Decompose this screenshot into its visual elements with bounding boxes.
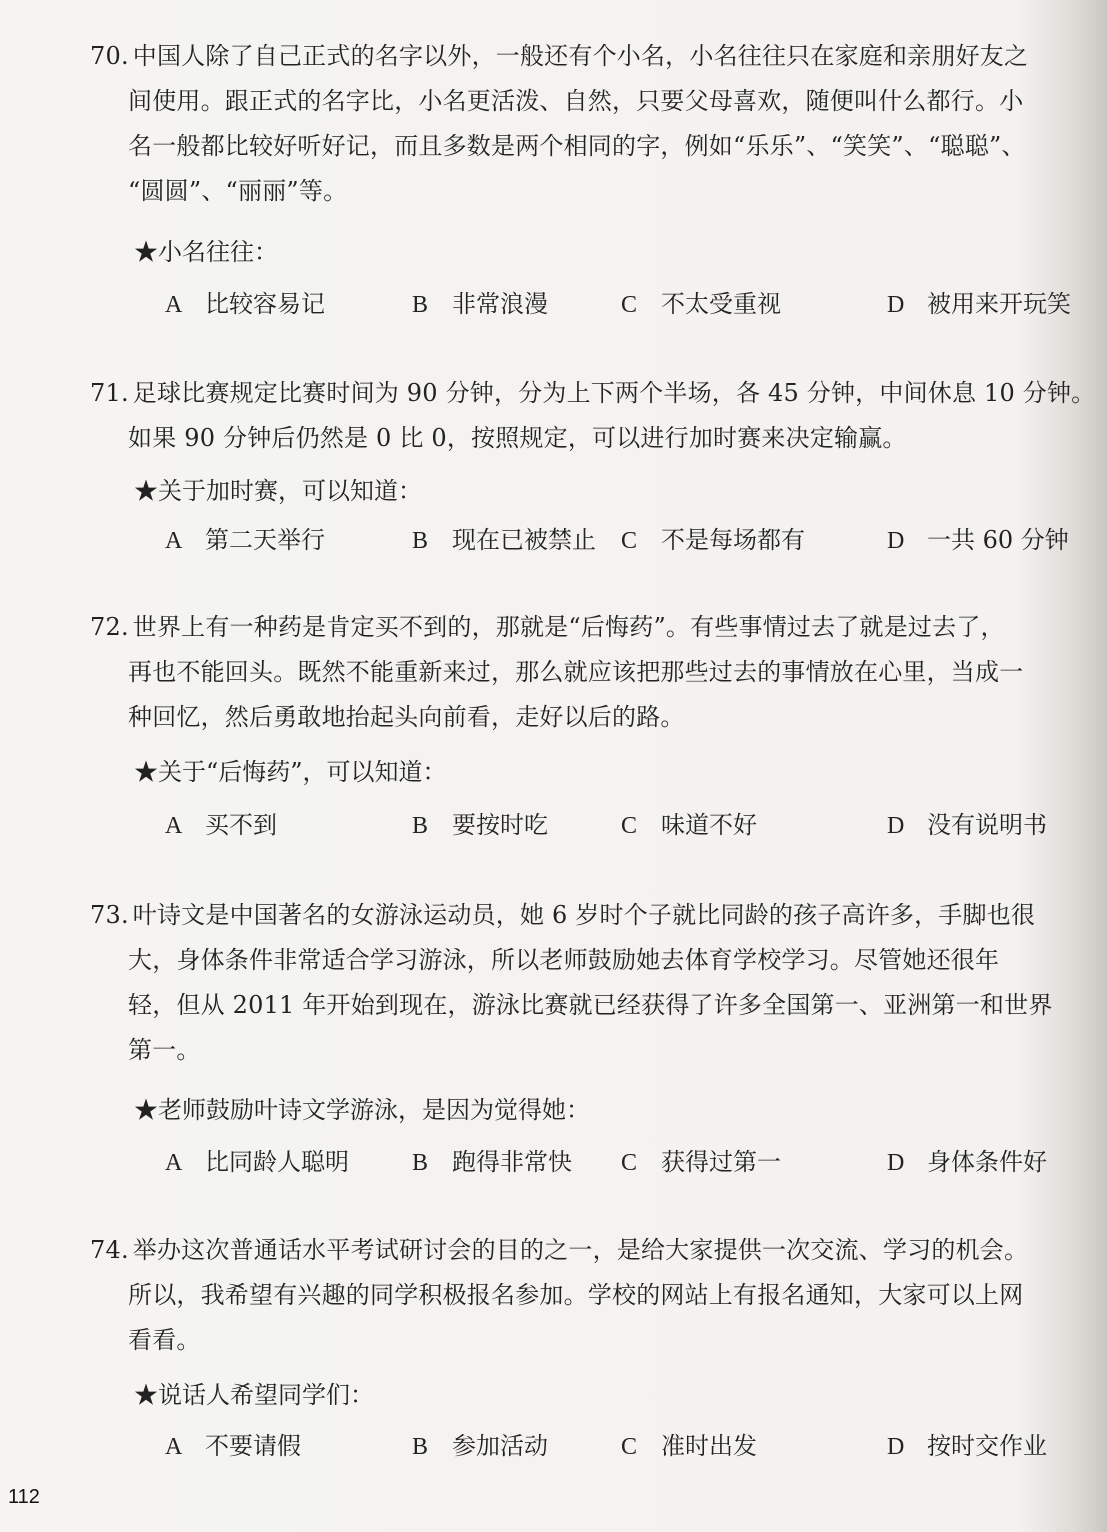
option-a[interactable]	[165, 1429, 301, 1464]
passage-line: 间使用。跟正式的名字比，小名更活泼、自然，只要父母喜欢，随便叫什么都行。小	[128, 87, 1024, 115]
option-text: 不太受重视	[661, 290, 781, 318]
question-passage	[90, 605, 1062, 740]
option-text: 按时交作业	[927, 1432, 1047, 1460]
option-text: 非常浪漫	[452, 290, 548, 318]
passage-line: 71. 足球比赛规定比赛时间为 90 分钟，分为上下两个半场，各 45 分钟，中间休息 10 分钟。	[90, 371, 1062, 416]
question-prompt: ★小名往往：	[134, 238, 278, 266]
option-letter: C	[621, 1150, 638, 1176]
option-b[interactable]	[412, 1145, 572, 1180]
question-number: 70.	[90, 42, 129, 70]
option-text: 比较容易记	[205, 290, 325, 318]
option-text: 不要请假	[205, 1432, 301, 1460]
option-c[interactable]	[621, 1429, 757, 1464]
option-text: 身体条件好	[927, 1148, 1047, 1176]
question-passage	[90, 34, 1062, 214]
question-73	[90, 893, 1062, 1176]
option-letter: B	[412, 528, 429, 554]
passage-line: 第一。	[128, 1036, 201, 1064]
question-passage	[90, 1228, 1062, 1363]
question-number: 72.	[90, 613, 129, 641]
passage-line: 所以，我希望有兴趣的同学积极报名参加。学校的网站上有报名通知，大家可以上网	[128, 1281, 1024, 1309]
option-a[interactable]	[165, 808, 277, 843]
option-letter: A	[165, 528, 183, 554]
option-text: 第二天举行	[205, 526, 325, 554]
option-d[interactable]	[887, 287, 1071, 322]
option-text: 获得过第一	[661, 1148, 781, 1176]
option-text: 味道不好	[661, 811, 757, 839]
option-letter: C	[621, 292, 638, 318]
option-c[interactable]	[621, 808, 757, 843]
question-number: 73.	[90, 901, 129, 929]
option-c[interactable]	[621, 1145, 781, 1180]
option-d[interactable]	[887, 1145, 1047, 1180]
option-text: 跑得非常快	[452, 1148, 572, 1176]
question-prompt: ★关于加时赛，可以知道：	[134, 477, 422, 505]
passage-line: 如果 90 分钟后仍然是 0 比 0，按照规定，可以进行加时赛来决定输赢。	[128, 424, 907, 452]
passage-line: 轻，但从 2011 年开始到现在，游泳比赛就已经获得了许多全国第一、亚洲第一和世界	[128, 991, 1053, 1019]
option-letter: D	[887, 1434, 905, 1460]
option-letter: B	[412, 292, 429, 318]
passage-line: 再也不能回头。既然不能重新来过，那么就应该把那些过去的事情放在心里，当成一	[128, 658, 1024, 686]
option-text: 比同龄人聪明	[205, 1148, 349, 1176]
question-74	[90, 1228, 1062, 1460]
option-d[interactable]	[887, 523, 1069, 558]
option-text: 一共 60 分钟	[927, 526, 1069, 554]
question-71	[90, 371, 1096, 554]
option-text: 要按时吃	[452, 811, 548, 839]
question-70	[90, 34, 1071, 318]
option-text: 准时出发	[661, 1432, 757, 1460]
question-number: 71.	[90, 379, 129, 407]
option-letter: A	[165, 292, 183, 318]
passage-line: 名一般都比较好听好记，而且多数是两个相同的字，例如“乐乐”、“笑笑”、“聪聪”、	[128, 132, 1026, 160]
option-a[interactable]	[165, 1145, 349, 1180]
passage-line: 看看。	[128, 1326, 201, 1354]
option-d[interactable]	[887, 1429, 1047, 1464]
option-a[interactable]	[165, 523, 325, 558]
option-letter: D	[887, 292, 905, 318]
option-letter: B	[412, 1434, 429, 1460]
option-text: 现在已被禁止	[452, 526, 596, 554]
question-prompt: ★关于“后悔药”，可以知道：	[134, 758, 447, 786]
option-letter: C	[621, 528, 638, 554]
passage-line: 70. 中国人除了自己正式的名字以外，一般还有个小名，小名往往只在家庭和亲朋好友之	[90, 34, 1062, 79]
option-a[interactable]	[165, 287, 325, 322]
option-text: 没有说明书	[927, 811, 1047, 839]
option-letter: B	[412, 813, 429, 839]
option-letter: B	[412, 1150, 429, 1176]
option-text: 参加活动	[452, 1432, 548, 1460]
option-text: 买不到	[205, 811, 277, 839]
passage-line: 72. 世界上有一种药是肯定买不到的，那就是“后悔药”。有些事情过去了就是过去了，	[90, 605, 1062, 650]
option-b[interactable]	[412, 287, 548, 322]
option-letter: D	[887, 1150, 905, 1176]
option-b[interactable]	[412, 1429, 548, 1464]
question-passage	[90, 371, 1096, 461]
option-c[interactable]	[621, 523, 805, 558]
option-text: 被用来开玩笑	[927, 290, 1071, 318]
question-prompt: ★老师鼓励叶诗文学游泳，是因为觉得她：	[134, 1096, 590, 1124]
option-letter: A	[165, 1150, 183, 1176]
question-passage	[90, 893, 1062, 1073]
passage-line: “圆圆”、“丽丽”等。	[128, 177, 348, 205]
option-text: 不是每场都有	[661, 526, 805, 554]
option-letter: A	[165, 813, 183, 839]
page-number: 112	[8, 1486, 40, 1508]
option-b[interactable]	[412, 808, 548, 843]
passage-line: 大，身体条件非常适合学习游泳，所以老师鼓励她去体育学校学习。尽管她还很年	[128, 946, 1000, 974]
option-letter: D	[887, 813, 905, 839]
option-d[interactable]	[887, 808, 1047, 843]
option-letter: C	[621, 1434, 638, 1460]
passage-line: 73. 叶诗文是中国著名的女游泳运动员，她 6 岁时个子就比同龄的孩子高许多，手脚也很	[90, 893, 1062, 938]
question-number: 74.	[90, 1236, 129, 1264]
option-b[interactable]	[412, 523, 596, 558]
option-letter: C	[621, 813, 638, 839]
passage-line: 74. 举办这次普通话水平考试研讨会的目的之一，是给大家提供一次交流、学习的机会。	[90, 1228, 1062, 1273]
question-prompt: ★说话人希望同学们：	[134, 1381, 374, 1409]
option-letter: A	[165, 1434, 183, 1460]
passage-line: 种回忆，然后勇敢地抬起头向前看，走好以后的路。	[128, 703, 685, 731]
option-letter: D	[887, 528, 905, 554]
option-c[interactable]	[621, 287, 781, 322]
question-72	[90, 605, 1062, 839]
